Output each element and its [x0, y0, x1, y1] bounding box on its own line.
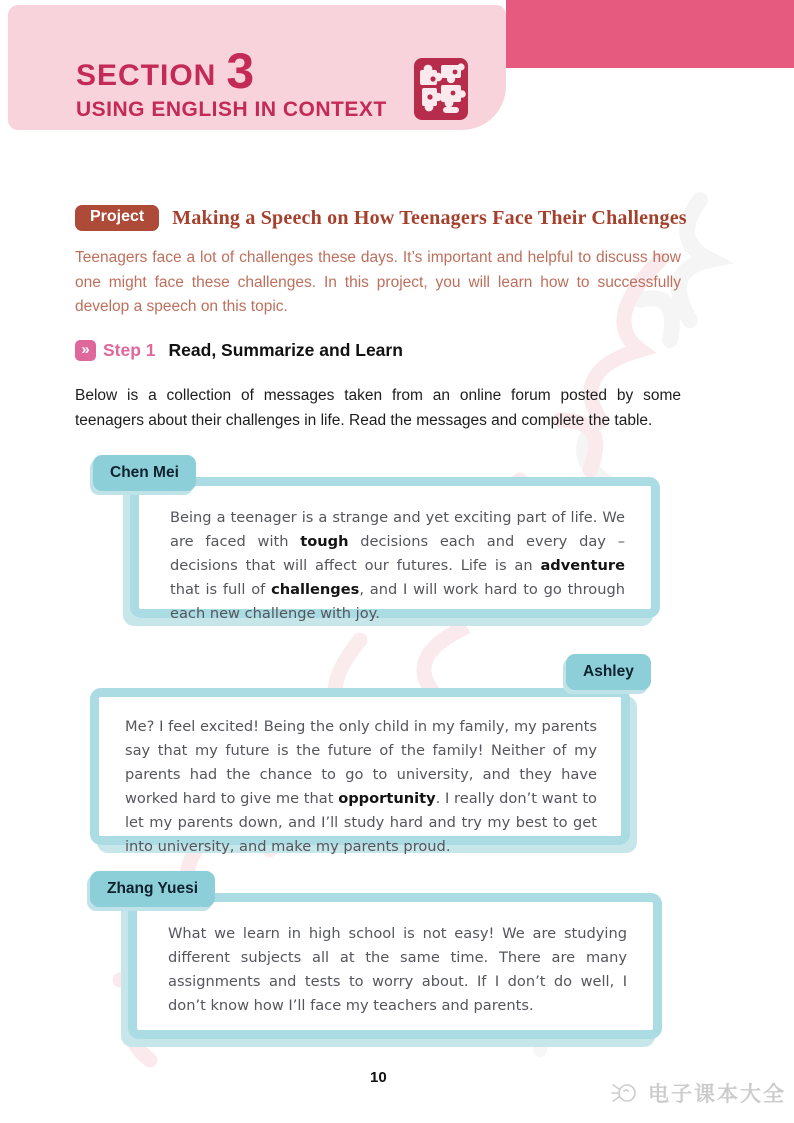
- site-watermark-logo: [611, 1078, 786, 1108]
- author-tag-chen-mei: Chen Mei: [93, 455, 196, 491]
- message-box-zhang-yuesi: [128, 893, 662, 1039]
- message-box-chen-mei: [130, 477, 660, 622]
- step1-heading-row: [75, 340, 403, 361]
- project-heading-row: [75, 205, 723, 231]
- project-intro-paragraph: Teenagers face a lot of challenges these days. It’s important and helpful to discuss how one might face these challenges. In this project, you will learn how to successfully develop a speech on this topic.: [75, 249, 681, 315]
- section-subtitle: USING ENGLISH IN CONTEXT: [76, 98, 387, 121]
- section-number: 3: [226, 43, 255, 99]
- message-text-chen-mei: Being a teenager is a strange and yet exciting part of life. We are faced with tough decisions each and every day – decisions that will affect our futures. Life is an adventure that is full of challenges, and I will work hard to go through each new challenge with joy.: [170, 509, 626, 622]
- section-label: SECTION: [76, 59, 217, 92]
- step1-label: Step 1: [103, 340, 156, 360]
- step1-instruction-paragraph: Below is a collection of messages taken from an online forum posted by some teenagers about their challenges in life. Read the messages and complete the table.: [75, 387, 681, 429]
- message-text-ashley: Me? I feel excited! Being the only child in my family, my parents say that my future is the future of the family! Neither of my parents had the chance to go to university, and they have worked hard to give me that opportunity. I really don’t want to let my parents down, and I’ll study hard and try my best to get into university, and make my parents proud.: [125, 718, 597, 855]
- author-tag-zhang-yuesi: Zhang Yuesi: [90, 871, 215, 907]
- message-box-ashley: [90, 688, 630, 855]
- step1-title: Read, Summarize and Learn: [168, 340, 403, 360]
- message-text-zhang-yuesi: What we learn in high school is not easy! We are studying different subjects all at the same time. There are many assignments and tests to worry about. If I don’t do well, I don’t know how I’ll face my teachers and parents.: [168, 925, 627, 1014]
- project-title: Making a Speech on How Teenagers Face Their Challenges: [172, 206, 687, 229]
- double-chevron-icon: »: [75, 340, 96, 361]
- author-tag-ashley: Ashley: [566, 654, 651, 690]
- megaphone-icon: [611, 1081, 641, 1105]
- site-logo-text: 电子课本大全: [648, 1083, 786, 1106]
- project-badge: Project: [75, 205, 159, 231]
- page-number: 10: [370, 1069, 387, 1086]
